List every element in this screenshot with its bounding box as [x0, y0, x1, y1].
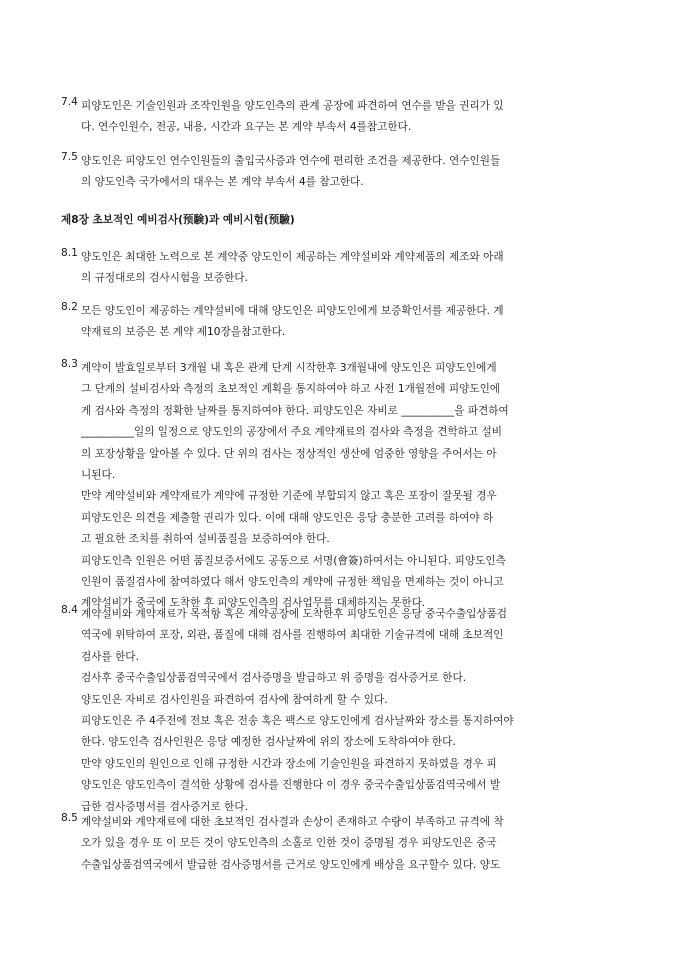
clause-line: 의 포장상황을 알아볼 수 있다. 단 위의 검사는 정상적인 생산에 엄중한 영향을 주어서는 아: [81, 447, 497, 460]
clause-line: 만약 양도인의 원인으로 인해 규정한 시간과 장소에 기술인원을 파견하지 못하였을 경우 피: [81, 757, 497, 770]
clause-line: 검사를 한다.: [81, 650, 139, 663]
clause-line: 다. 연수인원수, 전공, 내용, 시간과 요구는 본 계약 부속서 4를참고한다.: [81, 121, 412, 134]
chapter-heading: 제8장 초보적인 예비검사(预験)과 예비시험(预驗): [61, 214, 295, 226]
clause-line: 피양도인은 의견을 제출할 권리가 있다. 이에 대해 양도인은 응당 충분한 고려를 하여야 하: [81, 511, 494, 524]
clause-line: 양도인은 양도인측이 결석한 상황에 검사를 진행한다 이 경우 중국수출입상품검역국에서 발: [81, 779, 501, 792]
clause-line: 양도인은 피양도인 연수인원들의 출입국사증과 연수에 편리한 조건을 제공한다. 연수인원들: [81, 155, 501, 167]
clause-number: 7.5: [61, 151, 78, 163]
clause-number: 8.2: [61, 301, 78, 313]
clause-line: 게 검사와 측정의 정확한 날짜를 통지하여야 한다. 피양도인은 자비로 __________을 파견하여: [81, 404, 509, 417]
clause-number: 8.1: [61, 247, 78, 259]
clause-line: 한다. 양도인측 검사인원은 응당 예정한 검사날짜에 위의 장소에 도착하여야 한다.: [81, 736, 456, 749]
clause-line: 그 단계의 설비검사와 측정의 초보적인 계획을 통지하여야 하고 사전 1개월전에 피양도인에: [81, 383, 501, 396]
clause-8-2: [61, 301, 627, 344]
clause-line: 계약설비와 계약재료가 목적항 혹은 계약공장에 도착한후 피양도인은 응당 중국수출입상품검: [81, 608, 508, 620]
clause-7-5: [61, 151, 627, 194]
clause-number: 8.4: [61, 604, 78, 616]
clause-number: 8.3: [61, 358, 78, 370]
clause-line: 오가 있을 경우 또 이 모든 것이 양도인측의 소홀로 인한 것이 증명될 경우 피양도인은 중국: [81, 837, 497, 850]
clause-8-1: [61, 247, 627, 290]
clause-line: 양도인은 최대한 노력으로 본 계약중 양도인이 제공하는 계약설비와 계약제품의 제조와 아래: [81, 251, 504, 263]
clause-line: 피양도인측 인원은 어떤 품질보증서에도 공동으로 서명(會簽)하여서는 아니된다. 피양도인측: [81, 554, 506, 567]
clause-line: 피양도인은 기술인원과 조작인원을 양도인측의 관계 공장에 파견하여 연수를 받을 권리가 있: [81, 100, 504, 112]
clause-8-3: [61, 358, 627, 615]
clause-line: 인원이 품질검사에 참여하였다 해서 양도인측의 계약에 규정한 책임을 면제하는 것이 아니고: [81, 575, 504, 588]
clause-line: 수출입상품검역국에서 발급한 검사증명서를 근거로 양도인에게 배상을 요구할수 있다. 양도: [81, 858, 501, 871]
clause-line: 만약 계약설비와 계약재료가 계약에 규정한 기준에 부합되지 않고 혹은 포장이 잘못될 경우: [81, 490, 497, 503]
clause-line: 의 규정대로의 검사시험을 보증한다.: [81, 272, 248, 285]
clause-line: 급한 검사증명서를 검사증거로 한다.: [81, 800, 248, 813]
clause-line: 의 양도인측 국가에서의 대우는 본 계약 부속서 4를 참고한다.: [81, 176, 364, 189]
clause-8-5: [61, 812, 627, 876]
clause-line: 검사후 중국수출입상품검역국에서 검사증명을 발급하고 위 증명을 검사증거로 한다.: [81, 672, 467, 685]
clause-line: 계약이 발효일로부터 3개월 내 혹은 관계 단계 시작한후 3개월내에 양도인은 피양도인에게: [81, 362, 497, 374]
clause-line: 계약설비와 계약재료에 대한 초보적인 검사결과 손상이 존재하고 수량이 부족하고 규격에 착: [81, 816, 504, 828]
clause-number: 7.4: [61, 96, 78, 108]
clause-line: 니된다.: [81, 468, 116, 481]
clause-line: 모든 양도인이 제공하는 계약설비에 대해 양도인은 피양도인에게 보증확인서를 제공한다. 계: [81, 305, 504, 317]
clause-line: 약재료의 보증은 본 계약 제10장을참고한다.: [81, 326, 286, 339]
clause-line: 역국에 위탁하여 포장, 외관, 품질에 대해 검사를 진행하여 최대한 기술규격에 대해 초보적인: [81, 629, 504, 642]
clause-number: 8.5: [61, 812, 78, 824]
clause-7-4: [61, 96, 627, 139]
clause-line: 피양도인은 주 4주전에 전보 혹은 전송 혹은 팩스로 양도인에게 검사날짜와 장소를 통지하여야: [81, 714, 514, 727]
clause-line: 계약설비가 중국에 도착한 후 피양도인측의 검사업무를 대체하지는 못한다.: [81, 597, 426, 610]
clause-line: __________일의 일정으로 양도인의 공장에서 주요 계약재료의 검사와 측정을 견학하고 설비: [81, 426, 502, 439]
clause-line: 양도인은 자비로 검사인원을 파견하여 검사에 참여하게 할 수 있다.: [81, 693, 388, 706]
clause-line: 고 필요한 조치를 취하여 설비품질을 보증하여야 한다.: [81, 533, 330, 546]
clause-8-4: [61, 604, 627, 818]
